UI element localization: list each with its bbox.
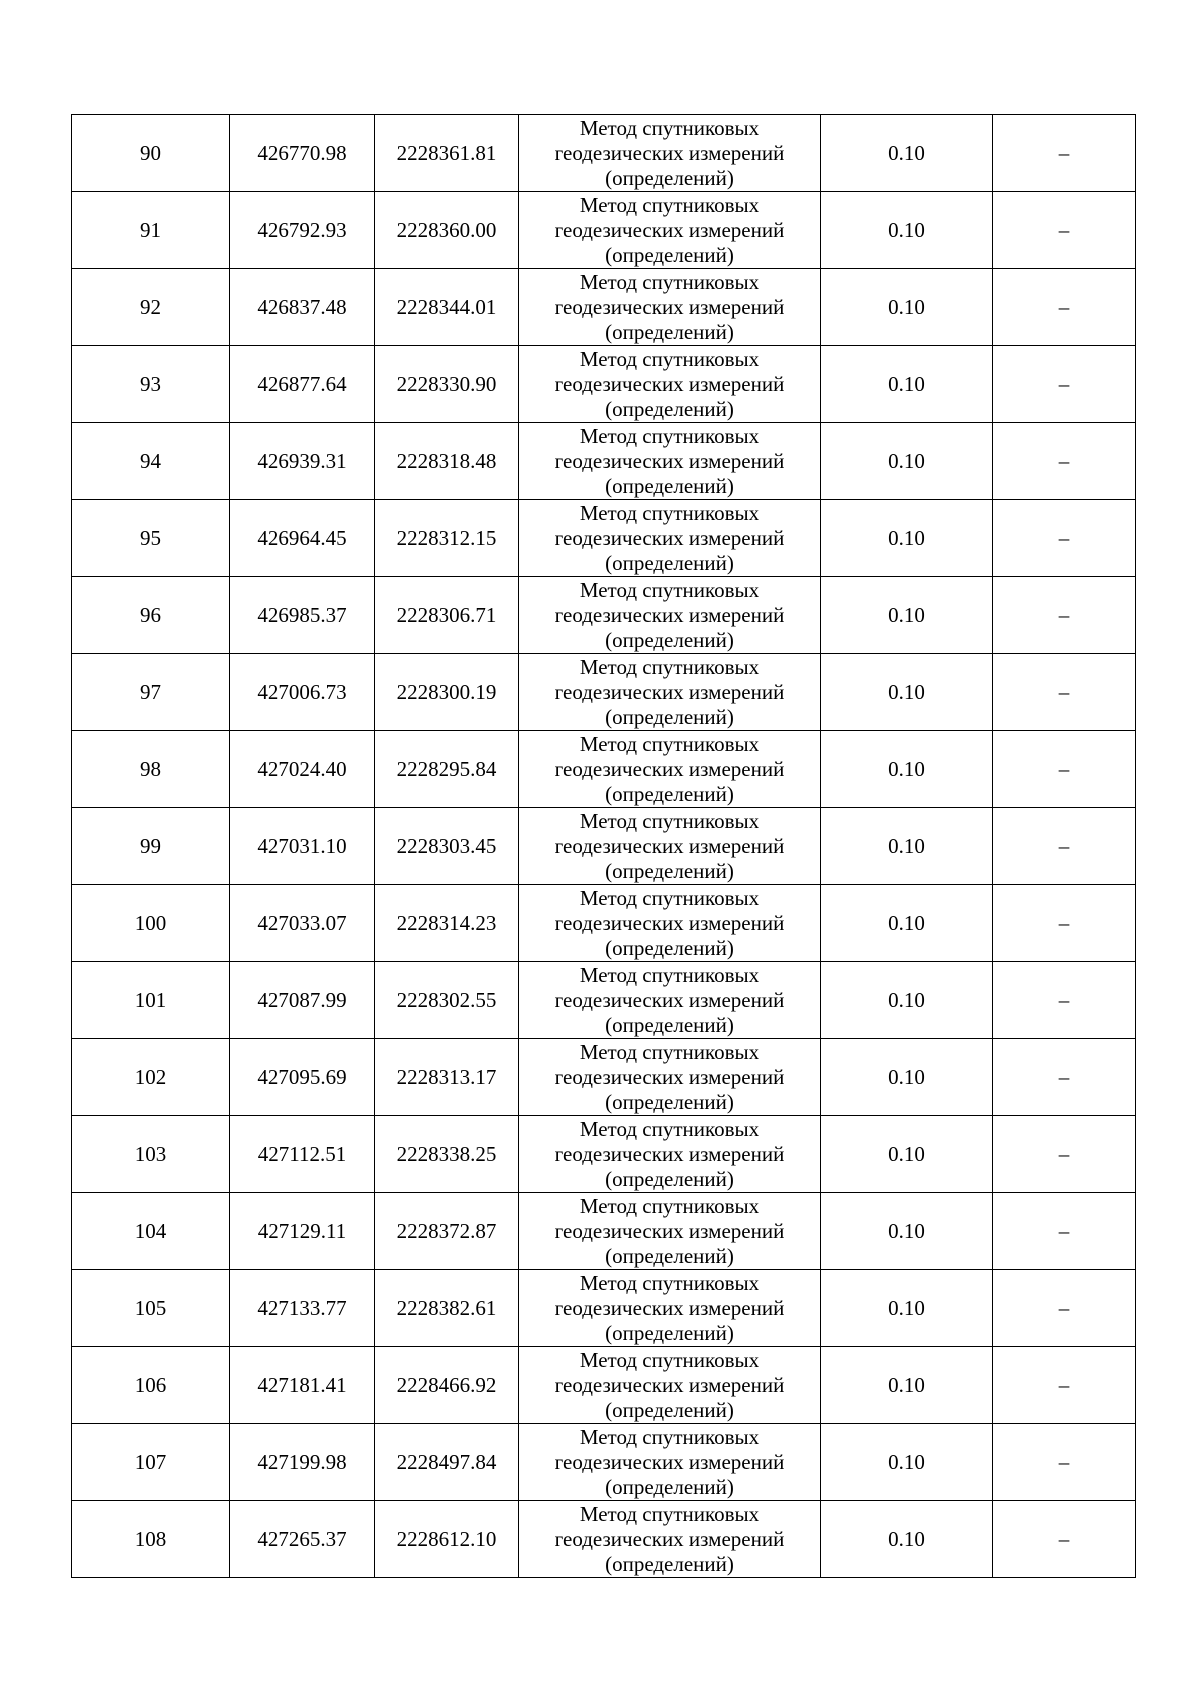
table-row [72, 423, 1136, 500]
method-cell [519, 1424, 821, 1501]
method-cell [519, 1193, 821, 1270]
method-text-line: геодезических измерений [554, 1526, 785, 1551]
method-text-line: геодезических измерений [554, 833, 785, 858]
method-text-line: геодезических измерений [554, 756, 785, 781]
method-text-line: Метод спутниковых [579, 1424, 760, 1449]
point-number-cell: 103 [72, 1116, 230, 1193]
point-number-cell: 90 [72, 115, 230, 192]
method-text-line: геодезических измерений [554, 1218, 785, 1243]
x-coordinate-cell: 427129.11 [230, 1193, 375, 1270]
table-row [72, 192, 1136, 269]
x-coordinate-cell: 426792.93 [230, 192, 375, 269]
method-text-line: Метод спутниковых [579, 1347, 760, 1372]
x-coordinate-cell: 426964.45 [230, 500, 375, 577]
method-text-line: геодезических измерений [554, 1449, 785, 1474]
accuracy-cell: 0.10 [821, 269, 993, 346]
accuracy-cell: 0.10 [821, 500, 993, 577]
y-coordinate-cell: 2228300.19 [375, 654, 519, 731]
x-coordinate-cell: 427031.10 [230, 808, 375, 885]
y-coordinate-cell: 2228497.84 [375, 1424, 519, 1501]
x-coordinate-cell: 427133.77 [230, 1270, 375, 1347]
table-row [72, 808, 1136, 885]
y-coordinate-cell: 2228344.01 [375, 269, 519, 346]
note-cell: – [993, 1347, 1136, 1424]
point-number-cell: 106 [72, 1347, 230, 1424]
note-cell: – [993, 731, 1136, 808]
method-cell [519, 423, 821, 500]
method-text-line: (определений) [605, 781, 734, 806]
method-cell [519, 962, 821, 1039]
note-cell: – [993, 500, 1136, 577]
method-cell [519, 808, 821, 885]
method-cell [519, 1270, 821, 1347]
method-text-line: Метод спутниковых [579, 654, 760, 679]
table-row [72, 962, 1136, 1039]
table-row [72, 577, 1136, 654]
x-coordinate-cell: 427181.41 [230, 1347, 375, 1424]
coordinates-table [71, 114, 1136, 1578]
table-row [72, 1270, 1136, 1347]
method-text-line: (определений) [605, 935, 734, 960]
method-text-line: геодезических измерений [554, 525, 785, 550]
x-coordinate-cell: 427024.40 [230, 731, 375, 808]
method-text-line: (определений) [605, 1243, 734, 1268]
method-text-line: (определений) [605, 1397, 734, 1422]
point-number-cell: 104 [72, 1193, 230, 1270]
y-coordinate-cell: 2228330.90 [375, 346, 519, 423]
x-coordinate-cell: 427112.51 [230, 1116, 375, 1193]
accuracy-cell: 0.10 [821, 423, 993, 500]
accuracy-cell: 0.10 [821, 731, 993, 808]
point-number-cell: 94 [72, 423, 230, 500]
point-number-cell: 100 [72, 885, 230, 962]
x-coordinate-cell: 427199.98 [230, 1424, 375, 1501]
method-text-line: Метод спутниковых [579, 269, 760, 294]
point-number-cell: 93 [72, 346, 230, 423]
y-coordinate-cell: 2228338.25 [375, 1116, 519, 1193]
method-cell [519, 577, 821, 654]
method-text-line: геодезических измерений [554, 1295, 785, 1320]
accuracy-cell: 0.10 [821, 1116, 993, 1193]
method-text-line: (определений) [605, 1474, 734, 1499]
method-text-line: геодезических измерений [554, 294, 785, 319]
method-text-line: Метод спутниковых [579, 731, 760, 756]
point-number-cell: 105 [72, 1270, 230, 1347]
note-cell: – [993, 1270, 1136, 1347]
method-cell [519, 1116, 821, 1193]
method-cell [519, 346, 821, 423]
method-cell [519, 500, 821, 577]
note-cell: – [993, 423, 1136, 500]
accuracy-cell: 0.10 [821, 962, 993, 1039]
accuracy-cell: 0.10 [821, 885, 993, 962]
method-text-line: (определений) [605, 473, 734, 498]
table-row [72, 1116, 1136, 1193]
note-cell: – [993, 962, 1136, 1039]
y-coordinate-cell: 2228313.17 [375, 1039, 519, 1116]
point-number-cell: 99 [72, 808, 230, 885]
table-row [72, 1193, 1136, 1270]
point-number-cell: 96 [72, 577, 230, 654]
method-text-line: (определений) [605, 242, 734, 267]
accuracy-cell: 0.10 [821, 577, 993, 654]
method-text-line: (определений) [605, 858, 734, 883]
method-text-line: Метод спутниковых [579, 115, 760, 140]
y-coordinate-cell: 2228302.55 [375, 962, 519, 1039]
y-coordinate-cell: 2228306.71 [375, 577, 519, 654]
x-coordinate-cell: 426770.98 [230, 115, 375, 192]
note-cell: – [993, 269, 1136, 346]
method-text-line: (определений) [605, 396, 734, 421]
method-text-line: геодезических измерений [554, 987, 785, 1012]
method-cell [519, 1347, 821, 1424]
method-text-line: Метод спутниковых [579, 192, 760, 217]
x-coordinate-cell: 426877.64 [230, 346, 375, 423]
method-text-line: Метод спутниковых [579, 577, 760, 602]
x-coordinate-cell: 426985.37 [230, 577, 375, 654]
method-cell [519, 1039, 821, 1116]
method-text-line: геодезических измерений [554, 448, 785, 473]
note-cell: – [993, 346, 1136, 423]
method-text-line: (определений) [605, 1012, 734, 1037]
x-coordinate-cell: 427265.37 [230, 1501, 375, 1578]
method-text-line: геодезических измерений [554, 910, 785, 935]
method-text-line: (определений) [605, 1166, 734, 1191]
point-number-cell: 108 [72, 1501, 230, 1578]
method-cell [519, 192, 821, 269]
y-coordinate-cell: 2228382.61 [375, 1270, 519, 1347]
table-row [72, 885, 1136, 962]
point-number-cell: 97 [72, 654, 230, 731]
method-text-line: геодезических измерений [554, 602, 785, 627]
method-text-line: (определений) [605, 627, 734, 652]
method-text-line: геодезических измерений [554, 1372, 785, 1397]
method-text-line: Метод спутниковых [579, 1116, 760, 1141]
method-text-line: геодезических измерений [554, 140, 785, 165]
note-cell: – [993, 115, 1136, 192]
table-row [72, 115, 1136, 192]
table-row [72, 731, 1136, 808]
y-coordinate-cell: 2228360.00 [375, 192, 519, 269]
method-text-line: Метод спутниковых [579, 885, 760, 910]
accuracy-cell: 0.10 [821, 808, 993, 885]
y-coordinate-cell: 2228295.84 [375, 731, 519, 808]
note-cell: – [993, 1501, 1136, 1578]
note-cell: – [993, 1424, 1136, 1501]
accuracy-cell: 0.10 [821, 1424, 993, 1501]
table-row [72, 1501, 1136, 1578]
method-text-line: геодезических измерений [554, 679, 785, 704]
x-coordinate-cell: 427006.73 [230, 654, 375, 731]
table-row [72, 1347, 1136, 1424]
table-row [72, 1039, 1136, 1116]
method-text-line: (определений) [605, 319, 734, 344]
accuracy-cell: 0.10 [821, 1039, 993, 1116]
method-text-line: Метод спутниковых [579, 1501, 760, 1526]
x-coordinate-cell: 426939.31 [230, 423, 375, 500]
method-cell [519, 1501, 821, 1578]
method-cell [519, 269, 821, 346]
accuracy-cell: 0.10 [821, 1193, 993, 1270]
method-text-line: (определений) [605, 1320, 734, 1345]
method-text-line: Метод спутниковых [579, 808, 760, 833]
point-number-cell: 107 [72, 1424, 230, 1501]
method-text-line: (определений) [605, 704, 734, 729]
method-cell [519, 731, 821, 808]
point-number-cell: 98 [72, 731, 230, 808]
note-cell: – [993, 654, 1136, 731]
method-text-line: геодезических измерений [554, 1064, 785, 1089]
method-text-line: Метод спутниковых [579, 1193, 760, 1218]
table-row [72, 1424, 1136, 1501]
note-cell: – [993, 1116, 1136, 1193]
method-text-line: геодезических измерений [554, 1141, 785, 1166]
accuracy-cell: 0.10 [821, 346, 993, 423]
accuracy-cell: 0.10 [821, 115, 993, 192]
x-coordinate-cell: 426837.48 [230, 269, 375, 346]
note-cell: – [993, 577, 1136, 654]
method-cell [519, 654, 821, 731]
table-row [72, 346, 1136, 423]
note-cell: – [993, 1193, 1136, 1270]
note-cell: – [993, 1039, 1136, 1116]
method-text-line: Метод спутниковых [579, 346, 760, 371]
y-coordinate-cell: 2228314.23 [375, 885, 519, 962]
point-number-cell: 101 [72, 962, 230, 1039]
y-coordinate-cell: 2228361.81 [375, 115, 519, 192]
method-text-line: (определений) [605, 1551, 734, 1576]
method-cell [519, 885, 821, 962]
y-coordinate-cell: 2228372.87 [375, 1193, 519, 1270]
method-text-line: Метод спутниковых [579, 500, 760, 525]
table-body [72, 115, 1136, 1578]
accuracy-cell: 0.10 [821, 192, 993, 269]
method-text-line: геодезических измерений [554, 217, 785, 242]
method-text-line: Метод спутниковых [579, 962, 760, 987]
y-coordinate-cell: 2228318.48 [375, 423, 519, 500]
note-cell: – [993, 885, 1136, 962]
method-text-line: Метод спутниковых [579, 1039, 760, 1064]
y-coordinate-cell: 2228312.15 [375, 500, 519, 577]
method-text-line: (определений) [605, 165, 734, 190]
point-number-cell: 102 [72, 1039, 230, 1116]
y-coordinate-cell: 2228303.45 [375, 808, 519, 885]
x-coordinate-cell: 427087.99 [230, 962, 375, 1039]
method-cell [519, 115, 821, 192]
method-text-line: Метод спутниковых [579, 1270, 760, 1295]
x-coordinate-cell: 427033.07 [230, 885, 375, 962]
point-number-cell: 92 [72, 269, 230, 346]
point-number-cell: 95 [72, 500, 230, 577]
point-number-cell: 91 [72, 192, 230, 269]
x-coordinate-cell: 427095.69 [230, 1039, 375, 1116]
method-text-line: Метод спутниковых [579, 423, 760, 448]
table-row [72, 269, 1136, 346]
table-row [72, 654, 1136, 731]
accuracy-cell: 0.10 [821, 1501, 993, 1578]
note-cell: – [993, 808, 1136, 885]
method-text-line: геодезических измерений [554, 371, 785, 396]
accuracy-cell: 0.10 [821, 654, 993, 731]
method-text-line: (определений) [605, 1089, 734, 1114]
accuracy-cell: 0.10 [821, 1347, 993, 1424]
table-row [72, 500, 1136, 577]
accuracy-cell: 0.10 [821, 1270, 993, 1347]
y-coordinate-cell: 2228612.10 [375, 1501, 519, 1578]
y-coordinate-cell: 2228466.92 [375, 1347, 519, 1424]
method-text-line: (определений) [605, 550, 734, 575]
note-cell: – [993, 192, 1136, 269]
